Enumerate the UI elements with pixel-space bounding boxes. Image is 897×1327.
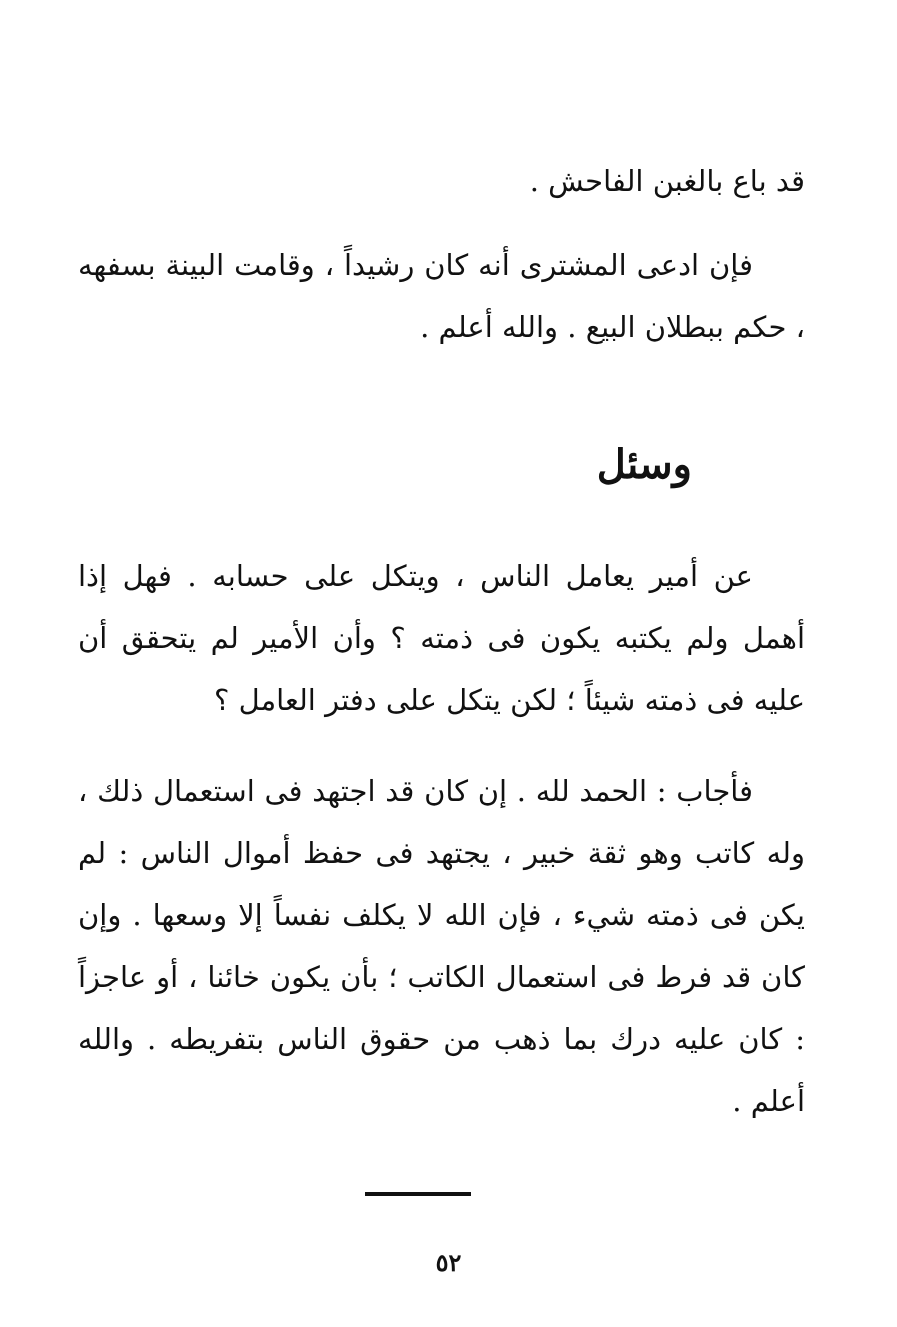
page-number: ٥٢	[435, 1248, 462, 1277]
paragraph-text: فإن ادعى المشترى أنه كان رشيداً ، وقامت البينة بسفهه ، حكم ببطلان البيع . والله أعلم .	[78, 248, 805, 344]
section-heading: وسئل	[596, 441, 692, 488]
paragraph-text: قد باع بالغبن الفاحش .	[529, 164, 805, 198]
paragraph-text: عن أمير يعامل الناس ، ويتكل على حسابه . فهل إذا أهمل ولم يكتبه يكون فى ذمته ؟ وأن الأمير لم يتحقق أن عليه فى ذمته شيئاً ؛ لكن يتكل على دفتر العامل ؟	[78, 559, 805, 717]
paragraph-answer	[78, 760, 805, 1132]
paragraph-text: فأجاب : الحمد لله . إن كان قد اجتهد فى استعمال ذلك ، وله كاتب وهو ثقة خبير ، يجتهد فى حفظ أموال الناس : لم يكن فى ذمته شيء ، فإن الله لا يكلف نفساً إلا وسعها . وإن كان قد فرط فى استعمال الكاتب ؛ بأن يكون خائنا ، أو عاجزاً : كان عليه درك بما ذهب من حقوق الناس بتفريطه . والله أعلم .	[78, 774, 805, 1118]
paragraph-question	[78, 545, 805, 731]
footer-divider	[365, 1192, 471, 1196]
paragraph-continuation	[78, 150, 805, 212]
paragraph-ruling	[78, 234, 805, 358]
